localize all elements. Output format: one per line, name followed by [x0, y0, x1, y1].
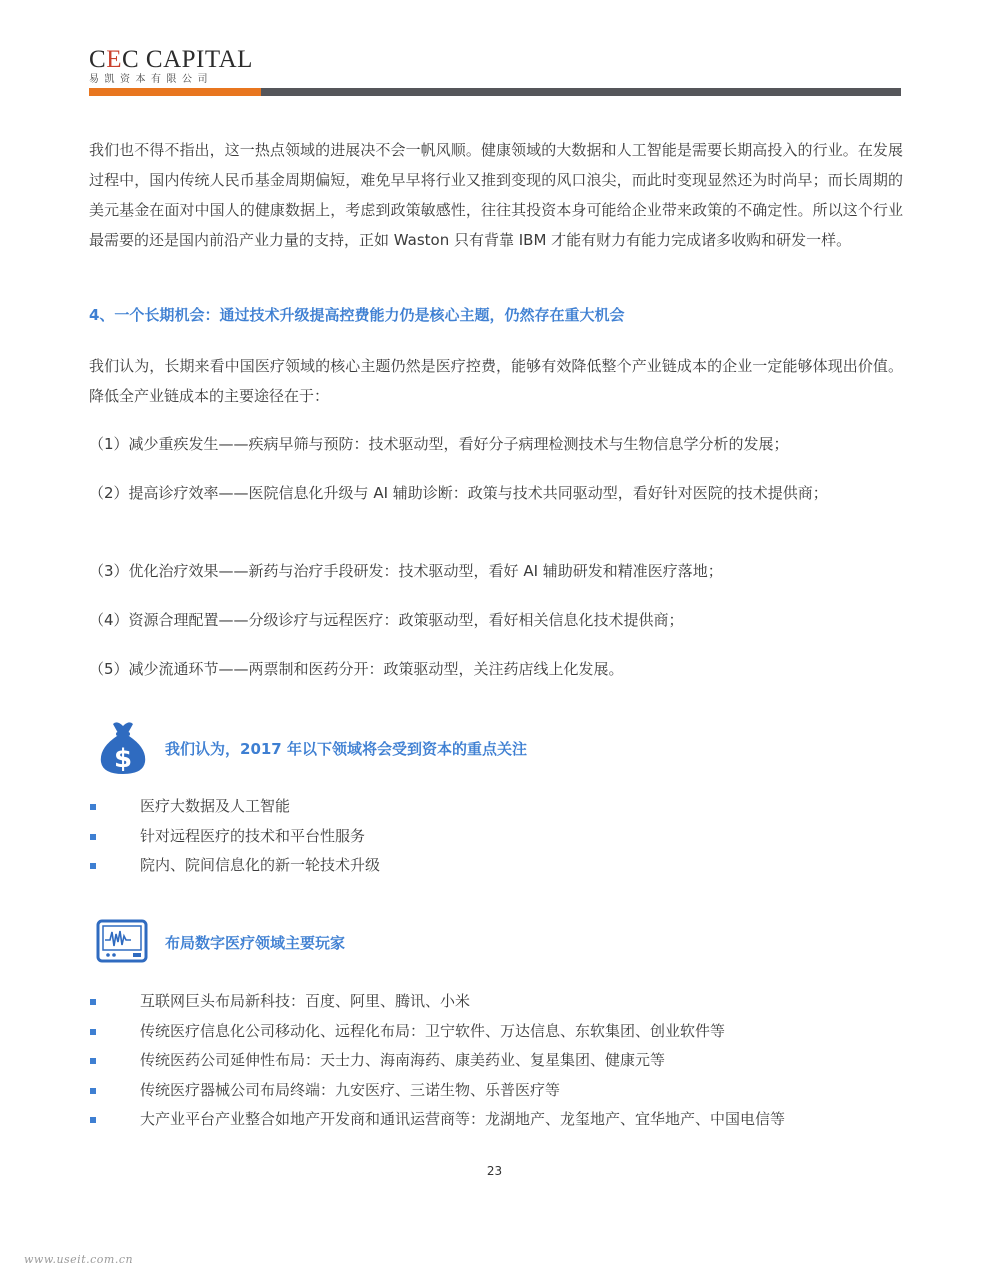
bullet-square-icon: [90, 863, 96, 869]
bullet-square-icon: [90, 804, 96, 810]
players-bullet-list: [89, 987, 901, 1135]
bullet-item: 大产业平台产业整合如地产开发商和通讯运营商等：龙湖地产、龙玺地产、宜华地产、中国电信等: [89, 1105, 901, 1135]
bullet-square-icon: [90, 1029, 96, 1035]
players-callout-title: 布局数字医疗领域主要玩家: [165, 934, 346, 952]
players-callout: [89, 918, 901, 974]
logo-subtitle: 易凯资本有限公司: [89, 74, 213, 85]
bullet-item: 互联网巨头布局新科技：百度、阿里、腾讯、小米: [89, 987, 901, 1017]
bullet-square-icon: [90, 1117, 96, 1123]
bullet-square-icon: [90, 999, 96, 1005]
focus-callout: [89, 718, 901, 774]
section-heading-4: 4、一个长期机会：通过技术升级提高控费能力仍是核心主题，仍然存在重大机会: [89, 306, 625, 324]
heart-monitor-icon: [95, 918, 151, 972]
svg-text:$: $: [113, 744, 133, 774]
bullet-item: 传统医疗信息化公司移动化、远程化布局：卫宁软件、万达信息、东软集团、创业软件等: [89, 1017, 901, 1047]
list-item: （5）减少流通环节——两票制和医药分开：政策驱动型，关注药店线上化发展。: [89, 660, 624, 678]
list-item: （3）优化治疗效果——新药与治疗手段研发：技术驱动型，看好 AI 辅助研发和精准医疗落地；: [89, 562, 723, 580]
page-number: 23: [486, 1164, 503, 1178]
paragraph-challenges: 我们也不得不指出，这一热点领域的进展决不会一帆风顺。健康领域的大数据和人工智能是需要长期高投入的行业。在发展过程中，国内传统人民币基金周期偏短，难免早早将行业又推到变现的风口浪尖，而此时变现显然还为时尚早；而长周期的美元基金在面对中国人的健康数据上，考虑到政策敏感性，往往其投资本身可能给企业带来政策的不确定性。所以这个行业最需要的还是国内前沿产业力量的支持，正如 Waston 只有背靠 IBM 才能有财力有能力完成诸多收购和研发一样。: [89, 141, 903, 249]
bullet-square-icon: [90, 834, 96, 840]
list-item: （4）资源合理配置——分级诊疗与远程医疗：政策驱动型，看好相关信息化技术提供商；: [89, 611, 684, 629]
bullet-square-icon: [90, 1058, 96, 1064]
bullet-item: 传统医疗器械公司布局终端：九安医疗、三诺生物、乐普医疗等: [89, 1076, 901, 1106]
list-item: （2）提高诊疗效率——医院信息化升级与 AI 辅助诊断：政策与技术共同驱动型，看好针对医院的技术提供商；: [89, 484, 828, 502]
watermark: www.useit.com.cn: [24, 1253, 134, 1266]
bullet-square-icon: [90, 1088, 96, 1094]
header-rule: [89, 88, 901, 96]
bullet-item: 传统医药公司延伸性布局：天士力、海南海药、康美药业、复星集团、健康元等: [89, 1046, 901, 1076]
paragraph-cost-control: 我们认为，长期来看中国医疗领域的核心主题仍然是医疗控费，能够有效降低整个产业链成本的企业一定能够体现出价值。降低全产业链成本的主要途径在于：: [89, 357, 903, 405]
bullet-item: 院内、院间信息化的新一轮技术升级: [89, 851, 901, 881]
header-rule-gray: [261, 88, 901, 96]
money-bag-icon: [95, 718, 151, 780]
bullet-item: 医疗大数据及人工智能: [89, 792, 901, 822]
company-logo: [89, 46, 253, 86]
focus-callout-title: 我们认为，2017 年以下领域将会受到资本的重点关注: [165, 740, 527, 758]
bullet-item: 针对远程医疗的技术和平台性服务: [89, 822, 901, 852]
focus-bullet-list: [89, 792, 901, 881]
header-rule-orange: [89, 88, 261, 96]
logo-wordmark: CEC CAPITAL: [89, 46, 253, 73]
list-item: （1）减少重疾发生——疾病早筛与预防：技术驱动型，看好分子病理检测技术与生物信息学分析的发展；: [89, 435, 789, 453]
